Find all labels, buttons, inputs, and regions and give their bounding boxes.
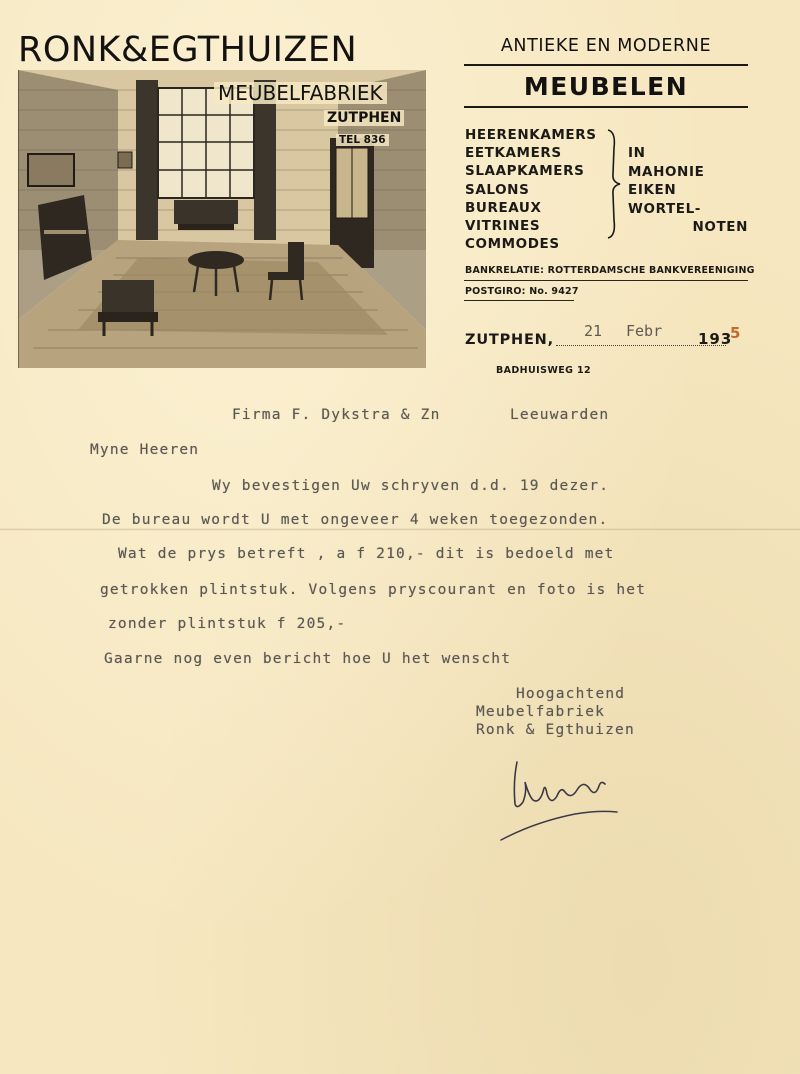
- brand-city: ZUTPHEN: [324, 110, 404, 126]
- room-item: HEERENKAMERS: [465, 127, 597, 143]
- room-item: COMMODES: [465, 236, 560, 253]
- letterhead-brand-block: [18, 30, 426, 368]
- wood-item: WORTEL-: [628, 200, 701, 217]
- brand-telephone: TEL 836: [336, 134, 389, 146]
- bank-rule: [464, 280, 748, 281]
- room-list: [465, 126, 597, 253]
- paper-fold: [0, 528, 800, 531]
- bank-relation: BANKRELATIE: ROTTERDAMSCHE BANKVEREENIGING: [465, 265, 755, 276]
- room-item: SALONS: [465, 181, 530, 198]
- postgiro-rule: [464, 300, 574, 301]
- room-item: SLAAPKAMERS: [465, 163, 585, 180]
- street-address: BADHUISWEG 12: [496, 365, 592, 376]
- recipient-city: Leeuwarden: [510, 407, 610, 423]
- closing-company: Meubelfabriek: [476, 704, 606, 720]
- header-rule-top: [464, 64, 748, 66]
- closing: Hoogachtend: [516, 686, 626, 702]
- body-line: zonder plintstuk f 205,-: [108, 616, 347, 632]
- brand-name: RONK&EGTHUIZEN: [18, 30, 358, 70]
- header-rule-bottom: [464, 106, 748, 108]
- header-product: MEUBELEN: [523, 72, 689, 101]
- body-line: Wy bevestigen Uw schryven d.d. 19 dezer.: [212, 478, 610, 494]
- brace-divider: [600, 128, 626, 240]
- date-city: ZUTPHEN,: [465, 332, 554, 348]
- body-line: getrokken plintstuk. Volgens pryscourant en foto is het: [100, 582, 647, 598]
- body-line: Wat de prys betreft , a f 210,- dit is bedoeld met: [118, 546, 615, 562]
- date-year-prefix: 193: [698, 330, 733, 348]
- room-item: VITRINES: [465, 218, 541, 235]
- closing-name: Ronk & Egthuizen: [476, 722, 635, 738]
- handwritten-signature: [495, 752, 635, 847]
- brand-subtitle: MEUBELFABRIEK: [214, 82, 387, 104]
- wood-item: EIKEN: [628, 182, 677, 199]
- date-year-digit: 5: [730, 324, 741, 342]
- wood-list: [628, 144, 748, 237]
- body-line: Gaarne nog even bericht hoe U het wenscht: [104, 651, 512, 667]
- header-tagline: ANTIEKE EN MODERNE: [500, 36, 712, 56]
- wood-item: MAHONIE: [628, 163, 705, 180]
- wood-item: NOTEN: [692, 219, 748, 236]
- date-month: Febr: [626, 322, 663, 340]
- date-day: 21: [584, 322, 603, 340]
- room-item: BUREAUX: [465, 199, 542, 216]
- postgiro: POSTGIRO: No. 9427: [465, 286, 579, 297]
- body-line: De bureau wordt U met ongeveer 4 weken toegezonden.: [102, 512, 609, 528]
- recipient: Firma F. Dykstra & Zn: [232, 407, 441, 423]
- salutation: Myne Heeren: [90, 442, 200, 458]
- room-item: EETKAMERS: [465, 145, 562, 162]
- wood-item: IN: [628, 145, 646, 161]
